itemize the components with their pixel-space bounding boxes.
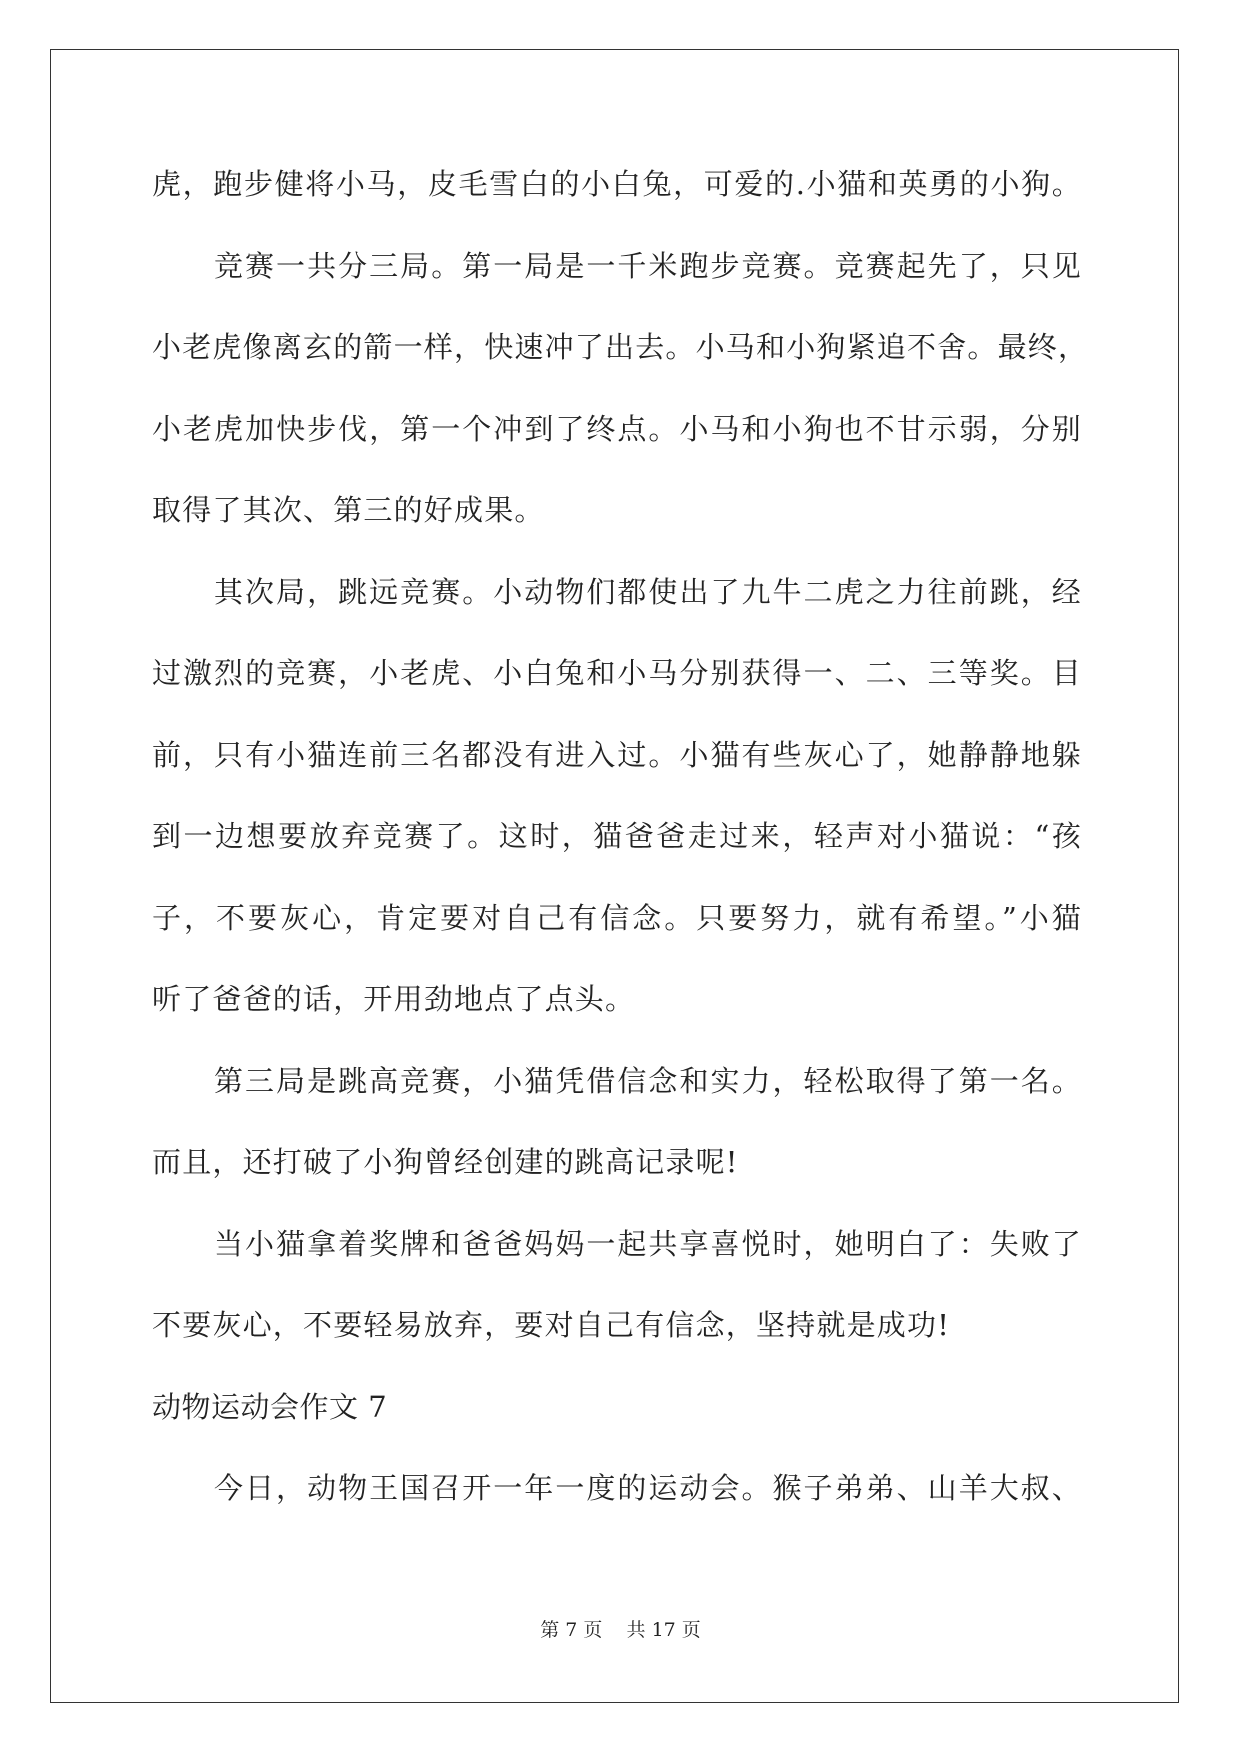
text-line: 今日，动物王国召开一年一度的运动会。猴子弟弟、山羊大叔、 <box>214 1471 1082 1505</box>
section-heading: 动物运动会作文 7 <box>152 1389 388 1424</box>
text-line: 过激烈的竞赛，小老虎、小白兔和小马分别获得一、二、三等奖。目 <box>152 656 1082 690</box>
text-line: 到一边想要放弃竞赛了。这时，猫爸爸走过来，轻声对小猫说：“孩 <box>152 819 1082 853</box>
text-line: 而且，还打破了小狗曾经创建的跳高记录呢! <box>152 1145 739 1179</box>
text-line: 竞赛一共分三局。第一局是一千米跑步竞赛。竞赛起先了，只见 <box>214 248 1082 283</box>
document-body <box>152 164 1089 1550</box>
text-line: 听了爸爸的话，开用劲地点了点头。 <box>152 982 636 1016</box>
page-footer <box>0 1615 1241 1642</box>
text-line: 虎，跑步健将小马，皮毛雪白的小白兔，可爱的.小猫和英勇的小狗。 <box>152 167 1082 201</box>
page-number: 第 7 页 共 17 页 <box>540 1619 701 1641</box>
text-line: 不要灰心，不要轻易放弃，要对自己有信念，坚持就是成功! <box>152 1308 951 1342</box>
text-line: 小老虎像离玄的箭一样，快速冲了出去。小马和小狗紧追不舍。最终， <box>152 330 1089 364</box>
text-line: 第三局是跳高竞赛，小猫凭借信念和实力，轻松取得了第一名。 <box>214 1063 1082 1098</box>
text-line: 小老虎加快步伐，第一个冲到了终点。小马和小狗也不甘示弱，分别 <box>152 411 1082 446</box>
text-line: 前，只有小猫连前三名都没有进入过。小猫有些灰心了，她静静地躲 <box>152 737 1082 772</box>
text-line: 子，不要灰心，肯定要对自己有信念。只要努力，就有希望。”小猫 <box>152 900 1082 935</box>
text-line: 取得了其次、第三的好成果。 <box>152 493 545 527</box>
text-line: 其次局，跳远竞赛。小动物们都使出了九牛二虎之力往前跳，经 <box>214 574 1082 609</box>
text-line: 当小猫拿着奖牌和爸爸妈妈一起共享喜悦时，她明白了：失败了 <box>214 1226 1082 1261</box>
